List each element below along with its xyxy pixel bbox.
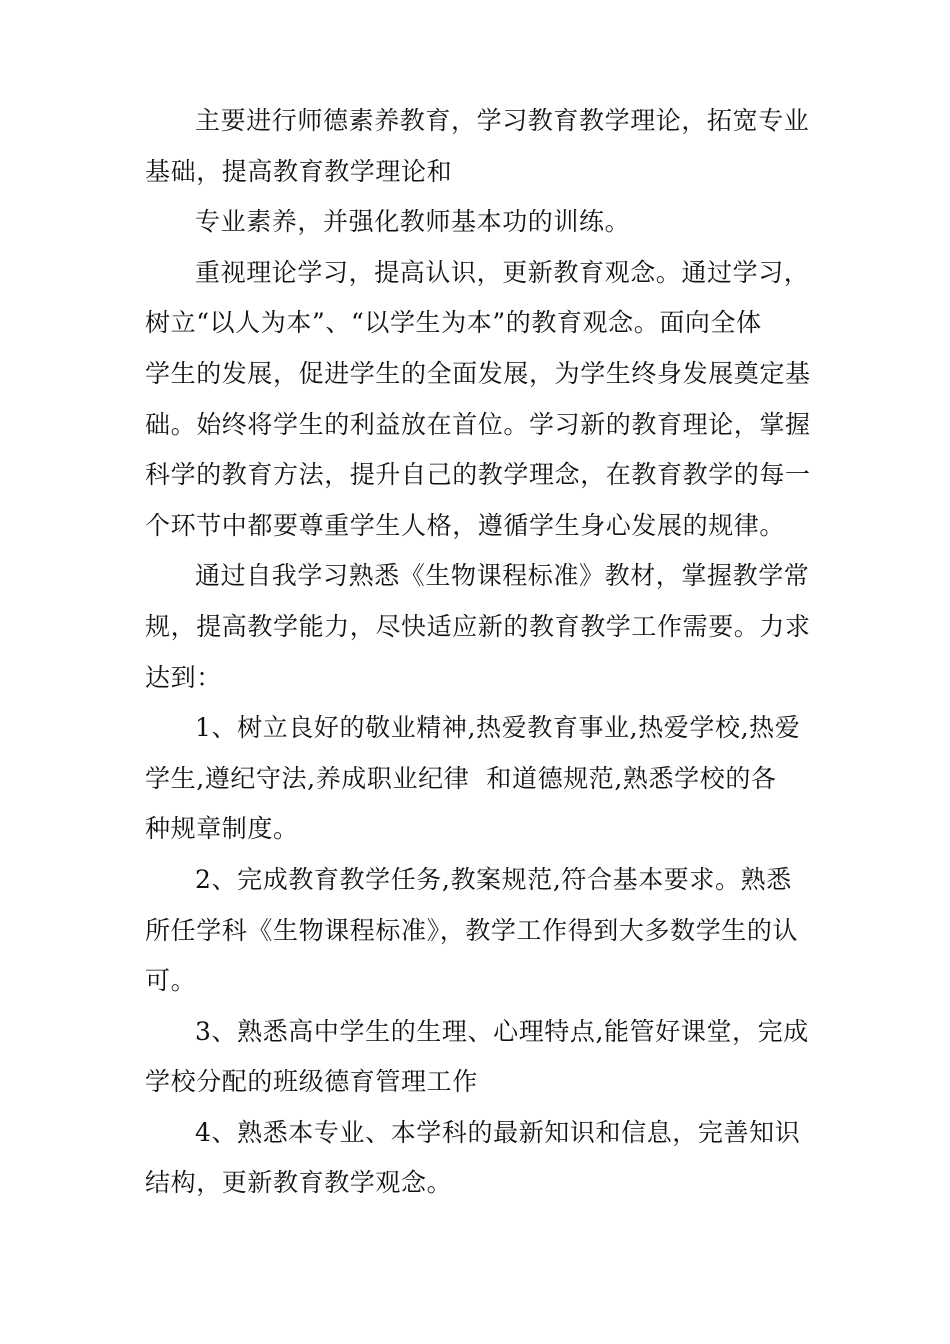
- text-line: 规，提高教学能力，尽快适应新的教育教学工作需要。力求: [145, 611, 811, 641]
- text-line: 学生的发展，促进学生的全面发展，为学生终身发展奠定基: [145, 358, 811, 388]
- text-line: 基础，提高教育教学理论和: [145, 156, 453, 186]
- text-line: 1、树立良好的敬业精神,热爱教育事业,热爱学校,热爱: [195, 713, 801, 743]
- text-line: 树立“以人为本”、“以学生为本”的教育观念。面向全体: [145, 308, 762, 338]
- text-line: 础。始终将学生的利益放在首位。学习新的教育理论，掌握: [145, 409, 811, 439]
- text-line: 种规章制度。: [145, 814, 299, 844]
- text-line: 所任学科《生物课程标准》，教学工作得到大多数学生的认: [145, 915, 799, 945]
- text-line: 学生,遵纪守法,养成职业纪律 和道德规范,熟悉学校的各: [145, 763, 777, 793]
- text-line: 通过自我学习熟悉《生物课程标准》教材，掌握教学常: [195, 561, 810, 591]
- text-line: 4、熟悉本专业、本学科的最新知识和信息，完善知识: [195, 1117, 801, 1147]
- body-text: [145, 96, 810, 1209]
- text-line: 可。: [145, 966, 197, 996]
- text-line: 重视理论学习，提高认识，更新教育观念。通过学习，: [195, 257, 810, 287]
- text-line: 科学的教育方法，提升自己的教学理念，在教育教学的每一: [145, 460, 811, 490]
- text-line: 结构，更新教育教学观念。: [145, 1168, 453, 1198]
- text-line: 专业素养，并强化教师基本功的训练。: [195, 207, 631, 237]
- text-line: 2、完成教育教学任务,教案规范,符合基本要求。熟悉: [195, 864, 792, 894]
- text-line: 3、熟悉高中学生的生理、心理特点,能管好课堂，完成: [195, 1016, 809, 1046]
- text-line: 达到：: [145, 662, 222, 692]
- text-line: 主要进行师德素养教育，学习教育教学理论，拓宽专业: [195, 106, 810, 135]
- text-line: 个环节中都要尊重学生人格，遵循学生身心发展的规律。: [145, 510, 786, 540]
- text-line: 学校分配的班级德育管理工作: [145, 1067, 478, 1097]
